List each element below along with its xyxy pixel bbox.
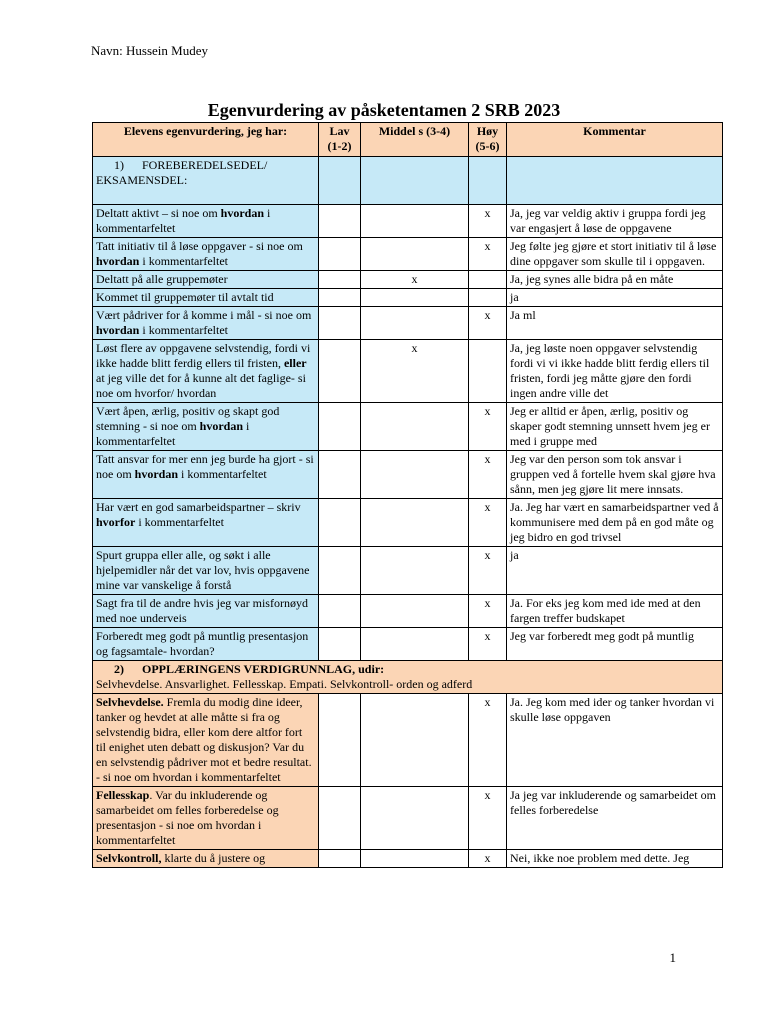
name-line: Navn: Hussein Mudey xyxy=(91,43,208,58)
rating-hoy xyxy=(469,289,507,307)
comment-cell: Jeg var den person som tok ansvar i gruppen ved å fortelle hvem skal gjøre hva sånn, men jeg gjøre lit mere innsats. xyxy=(507,451,723,499)
criteria-cell: Deltatt på alle gruppemøter xyxy=(93,271,319,289)
table-row xyxy=(93,694,723,787)
section-1-title: 1) FOREBEREDELSEDEL/ EKSAMENSDEL: xyxy=(93,157,319,205)
comment-cell: Ja. Jeg kom med ider og tanker hvordan vi skulle løse oppgaven xyxy=(507,694,723,787)
section-1-row xyxy=(93,157,723,205)
table-row xyxy=(93,451,723,499)
table-row xyxy=(93,628,723,661)
rating-hoy: x xyxy=(469,238,507,271)
rating-lav xyxy=(319,694,361,787)
rating-hoy: x xyxy=(469,403,507,451)
rating-middels xyxy=(361,547,469,595)
comment-cell: Ja jeg var inkluderende og samarbeidet om felles forberedelse xyxy=(507,787,723,850)
rating-hoy: x xyxy=(469,451,507,499)
table-row xyxy=(93,340,723,403)
rating-lav xyxy=(319,628,361,661)
table-row xyxy=(93,850,723,868)
header-middels: Middel s (3-4) xyxy=(361,123,469,157)
criteria-cell: Kommet til gruppemøter til avtalt tid xyxy=(93,289,319,307)
rating-hoy: x xyxy=(469,205,507,238)
table-row xyxy=(93,403,723,451)
rating-lav xyxy=(319,238,361,271)
rating-middels: x xyxy=(361,271,469,289)
table-row xyxy=(93,289,723,307)
rating-lav xyxy=(319,499,361,547)
comment-cell: Ja. For eks jeg kom med ide med at den fargen treffer budskapet xyxy=(507,595,723,628)
rating-middels xyxy=(361,451,469,499)
section-2-header: 2) OPPLÆRINGENS VERDIGRUNNLAG, udir: Selvhevdelse. Ansvarlighet. Fellesskap. Empati. Selvkontroll- orden og adferd xyxy=(93,661,723,694)
rating-hoy: x xyxy=(469,595,507,628)
rating-middels xyxy=(361,595,469,628)
header-criteria: Elevens egenvurdering, jeg har: xyxy=(93,123,319,157)
rating-lav xyxy=(319,271,361,289)
comment-cell: ja xyxy=(507,547,723,595)
rating-middels xyxy=(361,850,469,868)
rating-lav xyxy=(319,451,361,499)
rating-middels xyxy=(361,628,469,661)
rating-hoy: x xyxy=(469,628,507,661)
criteria-cell: Vært åpen, ærlig, positiv og skapt god stemning - si noe om hvordan i kommentarfeltet xyxy=(93,403,319,451)
criteria-cell: Tatt ansvar for mer enn jeg burde ha gjort - si noe om hvordan i kommentarfeltet xyxy=(93,451,319,499)
rating-middels: x xyxy=(361,340,469,403)
criteria-cell: Spurt gruppa eller alle, og søkt i alle hjelpemidler når det var lov, hvis oppgavene mine var vanskelige å forstå xyxy=(93,547,319,595)
criteria-cell: Fellesskap. Var du inkluderende og samarbeidet om felles forberedelse og presentasjon - si noe om hvordan i kommentarfeltet xyxy=(93,787,319,850)
page-number: 1 xyxy=(669,950,676,965)
criteria-cell: Selvhevdelse. Fremla du modig dine ideer, tanker og hevdet at alle måtte si fra og selvstendig bidra, eller kom dere altfor fort til enighet uten debatt og diskusjon? Var du en selvstendig pådriver mot et bedre resultat. - si noe om hvordan i kommentarfeltet xyxy=(93,694,319,787)
rating-hoy: x xyxy=(469,307,507,340)
criteria-cell: Har vært en god samarbeidspartner – skriv hvorfor i kommentarfeltet xyxy=(93,499,319,547)
comment-cell: Ja, jeg var veldig aktiv i gruppa fordi jeg var engasjert å løse de oppgavene xyxy=(507,205,723,238)
rating-middels xyxy=(361,694,469,787)
section-2-row xyxy=(93,661,723,694)
comment-cell: Jeg følte jeg gjøre et stort initiativ til å løse dine oppgaver som skulle til i oppgaven. xyxy=(507,238,723,271)
rating-lav xyxy=(319,205,361,238)
rating-hoy: x xyxy=(469,499,507,547)
criteria-cell: Selvkontroll, klarte du å justere og xyxy=(93,850,319,868)
table-row xyxy=(93,595,723,628)
comment-cell: Jeg var forberedt meg godt på muntlig xyxy=(507,628,723,661)
rating-hoy: x xyxy=(469,547,507,595)
table-row xyxy=(93,238,723,271)
criteria-cell: Sagt fra til de andre hvis jeg var misfornøyd med noe underveis xyxy=(93,595,319,628)
rating-middels xyxy=(361,499,469,547)
rating-lav xyxy=(319,787,361,850)
rating-hoy: x xyxy=(469,850,507,868)
rating-lav xyxy=(319,307,361,340)
criteria-cell: Tatt initiativ til å løse oppgaver - si noe om hvordan i kommentarfeltet xyxy=(93,238,319,271)
rating-hoy: x xyxy=(469,787,507,850)
evaluation-table xyxy=(92,122,723,868)
header-hoy: Høy (5-6) xyxy=(469,123,507,157)
rating-lav xyxy=(319,595,361,628)
criteria-cell: Løst flere av oppgavene selvstendig, fordi vi ikke hadde blitt ferdig ellers til fristen, eller at jeg ville det for å kunne alt det faglige- si noe om hvorfor/ hvordan xyxy=(93,340,319,403)
rating-middels xyxy=(361,307,469,340)
comment-cell: Ja, jeg synes alle bidra på en måte xyxy=(507,271,723,289)
rating-lav xyxy=(319,850,361,868)
table-row xyxy=(93,787,723,850)
comment-cell: Ja, jeg løste noen oppgaver selvstendig fordi vi vi ikke hadde blitt ferdig ellers til fristen, fordi jeg måtte gjøre den fordi ingen andre ville det xyxy=(507,340,723,403)
rating-middels xyxy=(361,238,469,271)
criteria-cell: Deltatt aktivt – si noe om hvordan i kommentarfeltet xyxy=(93,205,319,238)
header-lav: Lav (1-2) xyxy=(319,123,361,157)
criteria-cell: Forberedt meg godt på muntlig presentasjon og fagsamtale- hvordan? xyxy=(93,628,319,661)
rating-middels xyxy=(361,289,469,307)
rating-middels xyxy=(361,787,469,850)
section-2-rows xyxy=(93,694,723,868)
rating-hoy xyxy=(469,271,507,289)
rating-hoy: x xyxy=(469,694,507,787)
comment-cell: Nei, ikke noe problem med dette. Jeg xyxy=(507,850,723,868)
comment-cell: Jeg er alltid er åpen, ærlig, positiv og skaper godt stemning unnsett hvem jeg er med i gruppe med xyxy=(507,403,723,451)
rating-middels xyxy=(361,205,469,238)
table-row xyxy=(93,547,723,595)
rating-lav xyxy=(319,403,361,451)
comment-cell: ja xyxy=(507,289,723,307)
table-row xyxy=(93,499,723,547)
table-row xyxy=(93,271,723,289)
table-row xyxy=(93,205,723,238)
rating-middels xyxy=(361,403,469,451)
comment-cell: Ja ml xyxy=(507,307,723,340)
comment-cell: Ja. Jeg har vært en samarbeidspartner ved å kommunisere med dem på en god måte og jeg bidro en god trivsel xyxy=(507,499,723,547)
section-1-rows xyxy=(93,205,723,661)
rating-lav xyxy=(319,547,361,595)
table-row xyxy=(93,307,723,340)
rating-hoy xyxy=(469,340,507,403)
table-header-row xyxy=(93,123,723,157)
document-title: Egenvurdering av påsketentamen 2 SRB 2023 xyxy=(207,100,561,120)
rating-lav xyxy=(319,340,361,403)
rating-lav xyxy=(319,289,361,307)
criteria-cell: Vært pådriver for å komme i mål - si noe om hvordan i kommentarfeltet xyxy=(93,307,319,340)
header-kommentar: Kommentar xyxy=(507,123,723,157)
